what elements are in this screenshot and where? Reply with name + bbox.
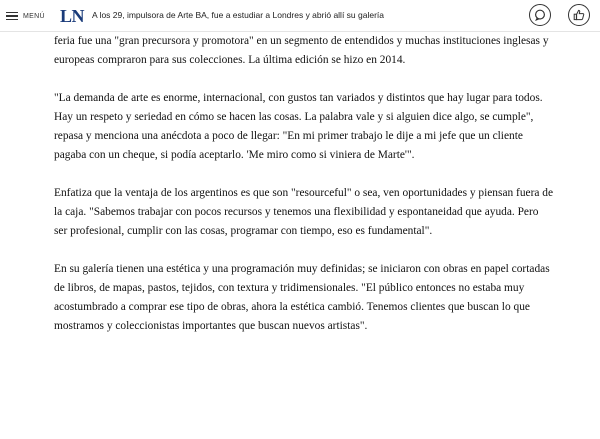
article-paragraph: En su galería tienen una estética y una programación muy definidas; se iniciaron con obras en papel cortadas de libros, de mapas, pastos, tejidos, con textura y tridimensionales. "El público entonces no estaba muy acostumbrado a comprar ese tipo de obras, ahora la estética cambió. Tenemos clientes que buscan lo que mostramos y coleccionistas importantes que buscan nuevos artistas". <box>54 263 550 332</box>
thumbs-up-icon <box>573 9 585 21</box>
article-headline: A los 29, impulsora de Arte BA, fue a estudiar a Londres y abrió allí su galería <box>92 10 385 20</box>
article-paragraph: feria fue una "gran precursora y promotora" en un segmento de entendidos y muchas instituciones inglesas y europeas compraron para sus colecciones. La última edición se hizo en 2014. <box>54 35 549 66</box>
comment-button[interactable] <box>529 4 551 26</box>
top-bar <box>0 0 600 32</box>
like-button[interactable] <box>568 4 590 26</box>
article-body <box>54 32 554 355</box>
comment-icon <box>534 9 546 21</box>
site-logo[interactable]: LN <box>60 6 85 26</box>
article-paragraph: "La demanda de arte es enorme, internacional, con gustos tan variados y distintos que hay lugar para todos. Hay un respeto y seriedad en cómo se hacen las cosas. La palabra vale y si alguien dice algo, se cumple", repasa y menciona una anécdota a poco de llegar: "En mi primer trabajo le dije a mi jefe que un cliente pagaba con un cheque, si podía aceptarlo. 'Me miro como si viniera de Marte'". <box>54 92 543 161</box>
menu-label: MENÚ <box>23 12 45 20</box>
hamburger-icon <box>6 12 18 21</box>
menu-button[interactable] <box>6 10 45 22</box>
article-paragraph: Enfatiza que la ventaja de los argentinos es que son "resourceful" o sea, ven oportunidades y piensan fuera de la caja. "Sabemos trabajar con pocos recursos y tenemos una flexibilidad y espontaneidad que ayuda. Pero ser profesional, cumplir con las cosas, programar con tiempo, eso es fundamental". <box>54 187 554 237</box>
